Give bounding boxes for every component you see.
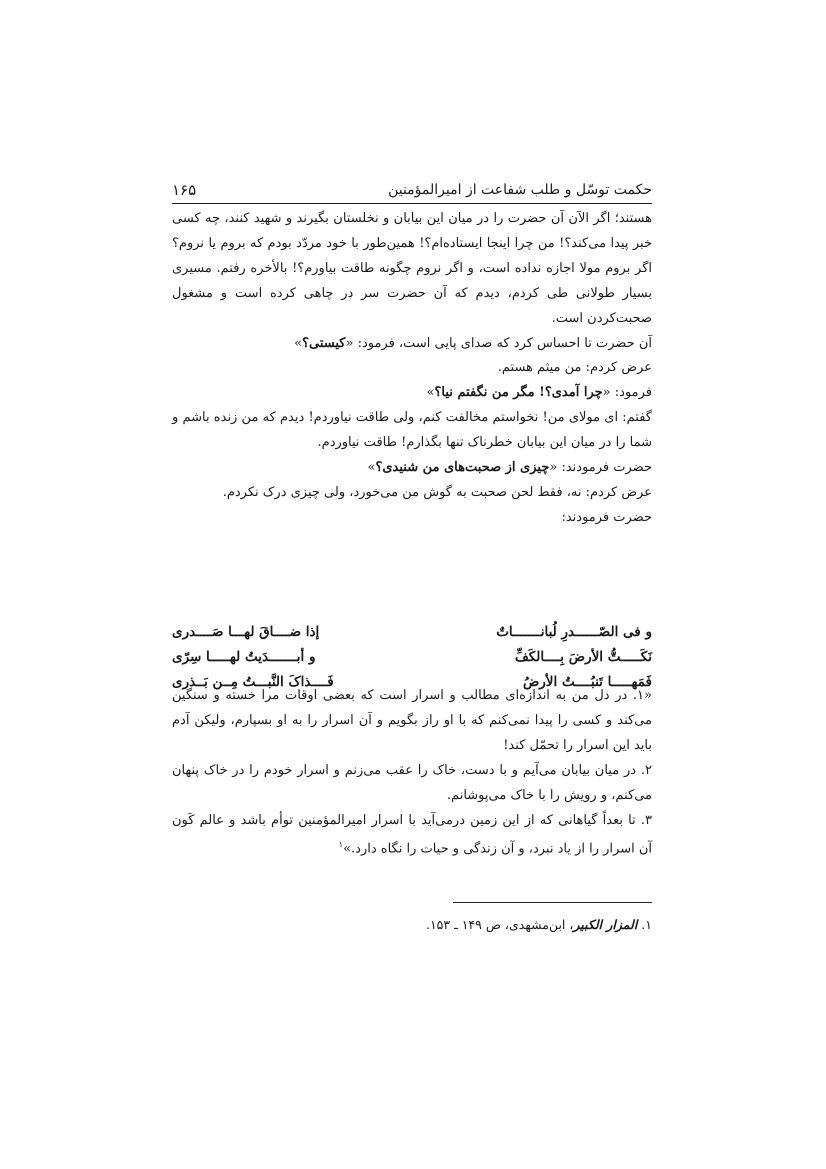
note: ۳. تا بعداً گیاهانی که از این زمین درمی‌آید با اسرار امیرالمؤمنین توأم باشد و عالم کَون آن اسرار را از یاد نبرد، و آن زندگی و حیات را نگاه دارد.»$^۱$ (172, 812, 652, 857)
translation-notes (172, 684, 652, 863)
paragraph: عرض کردم: من میثم هستم. (497, 360, 652, 376)
paragraph: گفتم: ای مولای من! نخواستم مخالفت کنم، ولی طاقت نیاوردم! دیدم که من زنده باشم و شما را در میان این بیابان خطرناک تنها بگذارم! طاقت نیاوردم. (172, 410, 652, 451)
footnote-source-title: المزار الکبیر (573, 917, 638, 932)
footnote-citation: ، ابن‌مشهدی، ص ۱۴۹ ـ ۱۵۳. (425, 917, 574, 932)
quote-bold: چیزی از صحبت‌های من شنیدی؟ (375, 460, 550, 476)
verse-hemistich: فَمَهـــــا تَنبُــــتُ الأرضُ (522, 674, 652, 690)
verse-hemistich: فَــــذاکَ النَّبـــتُ مِــن بَــذری (172, 674, 334, 690)
quote-bold: چرا آمدی؟! مگر من نگفتم نیا؟ (434, 385, 603, 401)
verse-hemistich: و أبـــــــدَیتُ لهـــــا سِرّی (172, 649, 316, 665)
quote-bold: کیستی؟ (302, 335, 346, 351)
footnote-number: ۱. (641, 917, 652, 932)
paragraph: فرمود: «چرا آمدی؟! مگر من نگفتم نیا؟» (426, 385, 652, 401)
paragraph: عرض کردم: نه، فقط لحن صحبت به گوش من می‌خورد، ولی چیزی درک نکردم. (222, 484, 652, 500)
paragraph: هستند؛ اگر الآن آن حضرت را در میان این بیابان و نخلستان بگیرند و شهید کنند، چه کسی خبر پیدا می‌کند؟! من چرا اینجا ایستاده‌ام؟! همین‌طور با خود مردّد بودم که بروم یا نروم؟ اگر بروم مولا اجازه نداده است، و اگر نروم چگونه طاقت بیاورم؟! بالأخره رفتم. مسیری بسیار طولانی طی کردم، دیدم که آن حضرت سر در چاهی کرده است و مشغول صحبت‌کردن است. (172, 211, 652, 326)
main-text (172, 207, 652, 531)
page-number: ۱۶۵ (172, 181, 197, 199)
running-header (172, 178, 652, 202)
poem-verse (172, 645, 652, 670)
footnote-divider (453, 902, 652, 903)
verse-hemistich: إذا ضــــاقَ لهـــا صَــــدری (172, 624, 320, 640)
paragraph: آن حضرت تا احساس کرد که صدای پایی است، فرمود: «کیستی؟» (294, 335, 652, 351)
footnote (172, 914, 652, 936)
verse-hemistich: نَکَـــــتُّ الأرضَ بِــــالکَفِّ (514, 649, 652, 665)
paragraph: حضرت فرمودند: (561, 509, 652, 525)
header-divider (172, 203, 652, 204)
paragraph: حضرت فرمودند: «چیزی از صحبت‌های من شنیدی؟» (367, 460, 652, 476)
poem-verse (172, 620, 652, 645)
verse-hemistich: و فی الصّــــــدرِ لُبانـــــــاتٌ (496, 624, 652, 640)
footnote-ref[interactable]: ۱ (338, 840, 344, 850)
note: ۲. در میان بیابان می‌آیم و با دست، خاک را عقب می‌زنم و اسرار خودم را در خاک پنهان می‌کنم، و رویش را با خاک می‌پوشانم. (172, 762, 652, 803)
note: «۱. در دل من به اندازه‌ای مطالب و اسرار است که بعضی اوقات مرا خسته و سنگین می‌کند و کسی را پیدا نمی‌کنم که با او راز بگویم و آن اسرار را به او بسپارم، ولیکن آدم باید این اسرار را تحمّل کند! (172, 688, 652, 753)
chapter-title: حکمت توسّل و طلب شفاعت از امیرالمؤمنین (388, 182, 652, 198)
